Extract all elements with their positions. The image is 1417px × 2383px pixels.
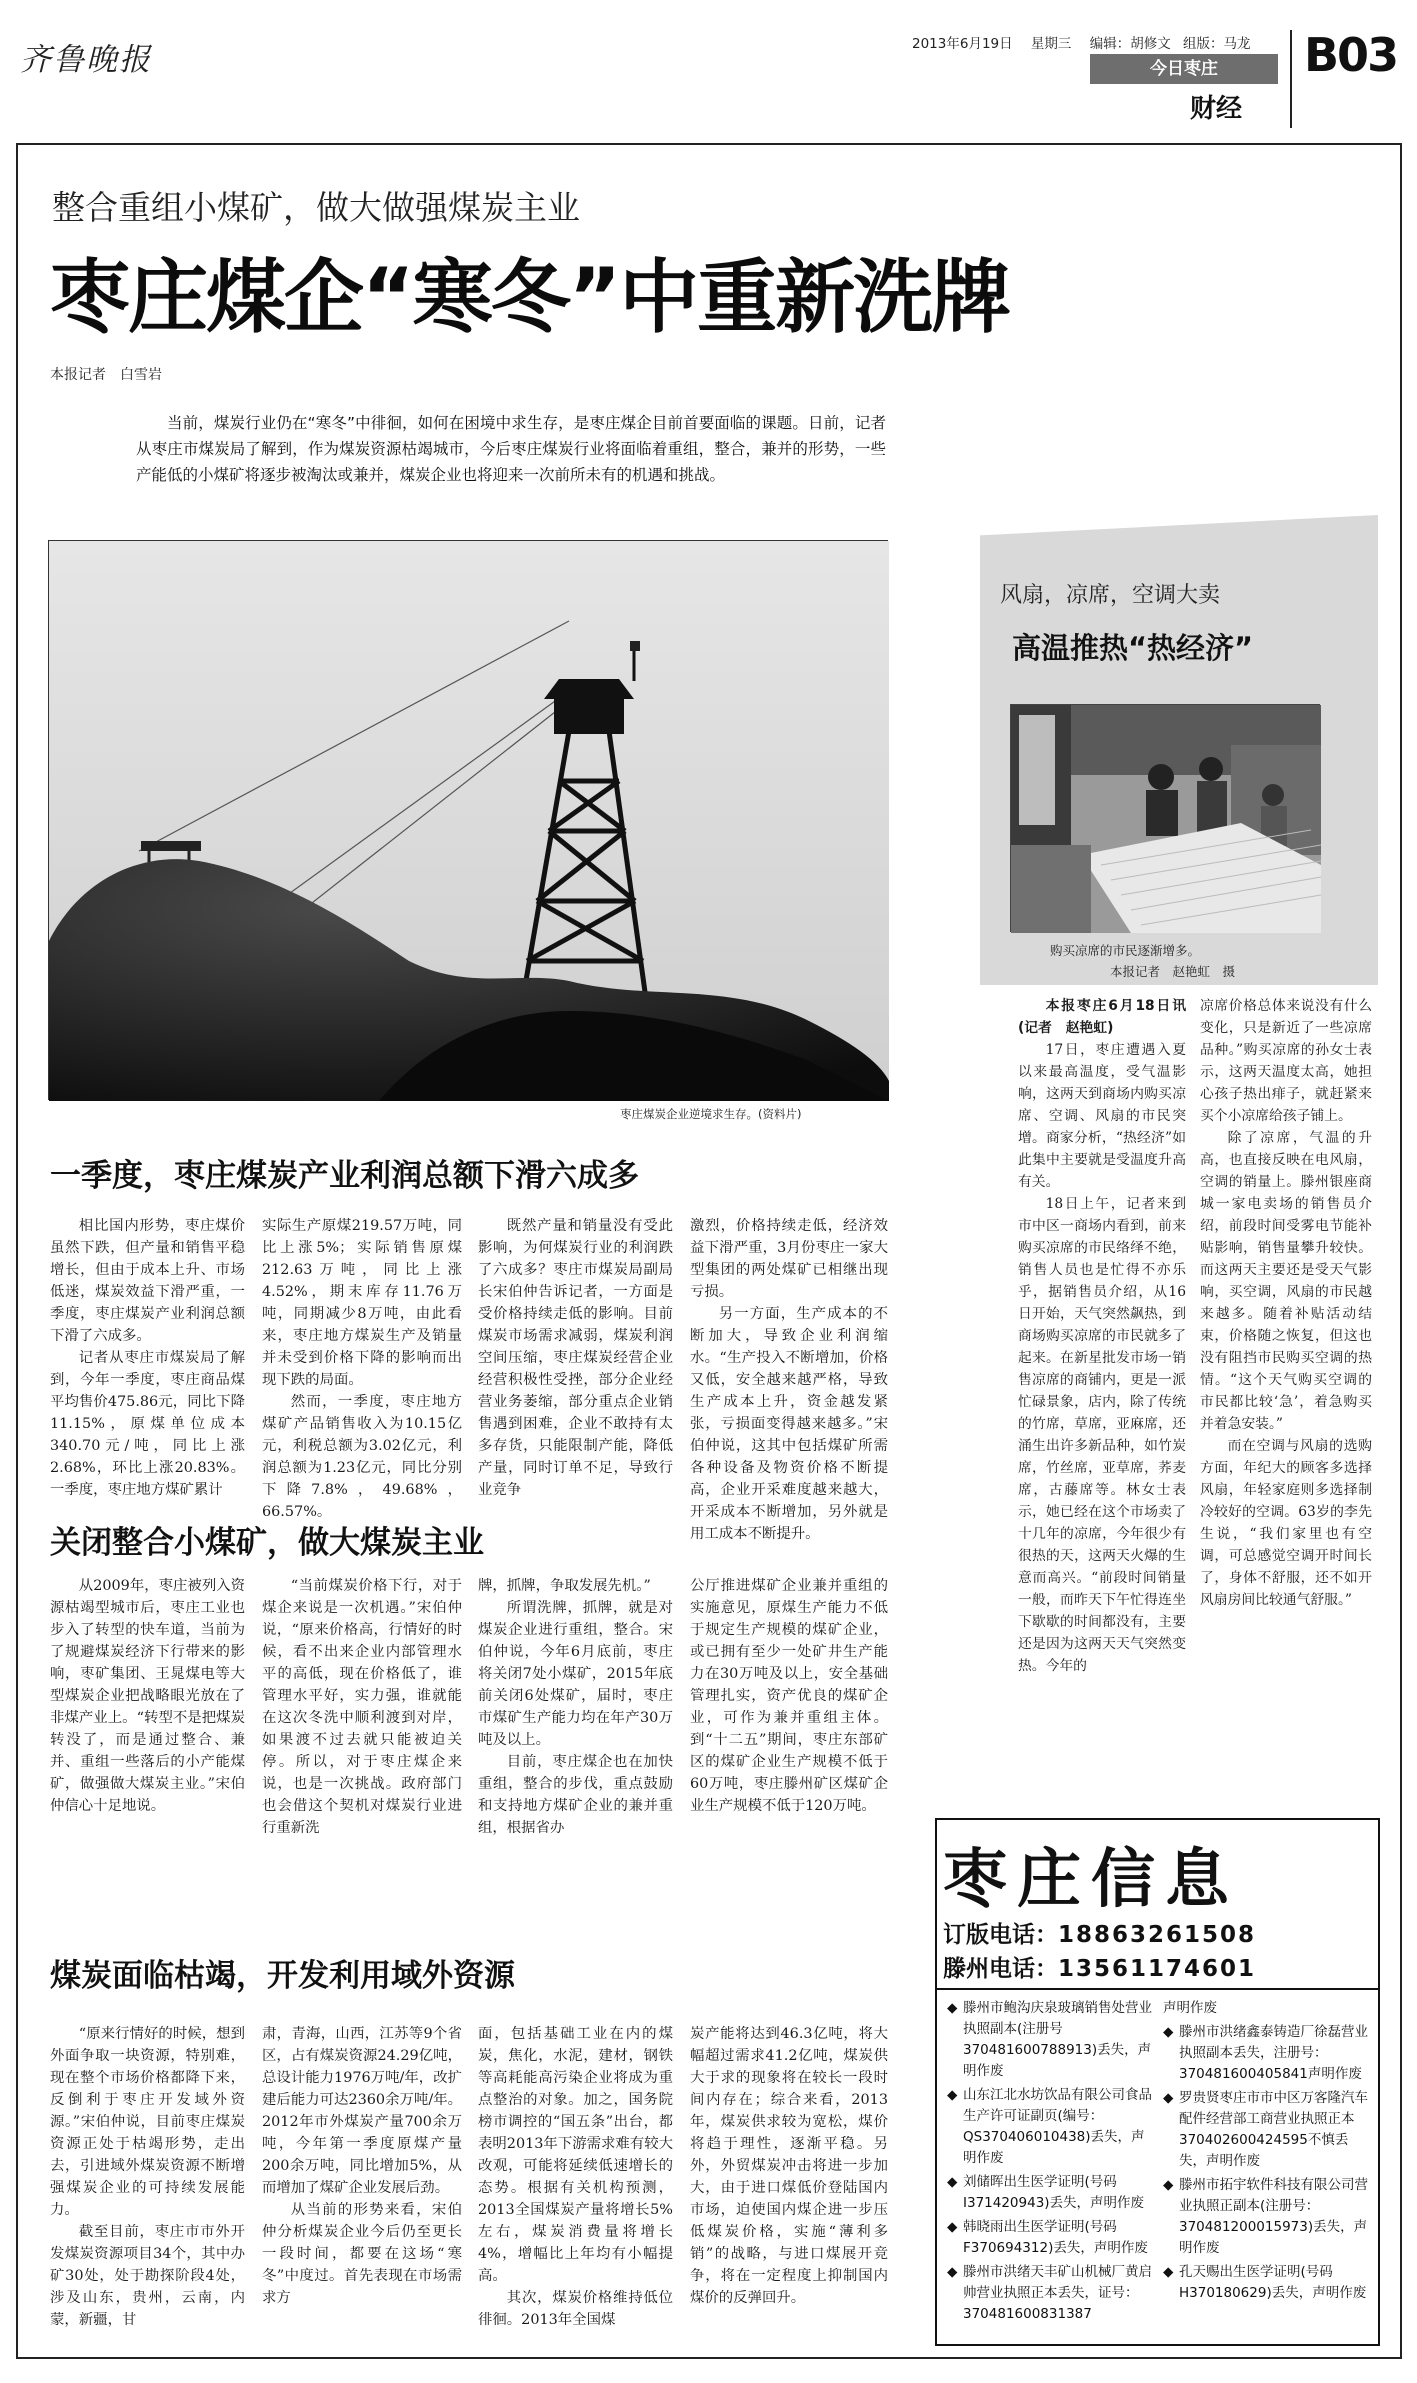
article-paragraph: 其次，煤炭价格维持低位徘徊。2013年全国煤 <box>478 2290 673 2328</box>
editor-credit: 编辑：胡修文 <box>1089 36 1171 52</box>
article-paragraph: 实际生产原煤219.57万吨，同比上涨5%；实际销售原煤212.63万吨，同比上涨4.52%，期末库存11.76万吨，同期减少8万吨，由此看来，枣庄地方煤炭生产及销量并未受到价格下降的影响而出现下跌的局面。 <box>262 1218 462 1388</box>
article-paragraph: 既然产量和销量没有受此影响，为何煤炭行业的利润跌了六成多？枣庄市煤炭局副局长宋伯仲告诉记者，一方面是受价格持续走低的影响。目前煤炭市场需求减弱，煤炭利润空间压缩，枣庄煤炭经营企业经营积极性受挫，部分企业经营业务萎缩，部分重点企业销售遇到困难，企业不敢持有太多存货，只能限制产能，降低产量，同时订单不足，导致行业竞争 <box>478 1218 673 1498</box>
notice-item: 声明作废 <box>1163 2000 1217 2016</box>
article-paragraph: 另一方面，生产成本的不断加大，导致企业利润缩水。“生产投入不断增加，价格又低，安全越来越严格，导致生产成本上升，资金越发紧张，亏损面变得越来越多。”宋伯仲说，这其中包括煤矿所需各种设备及物资价格不断提高，企业开采难度越来越大，开采成本不断增加，另外就是用工成本不断提升。 <box>690 1306 888 1542</box>
mine-headframe-image <box>49 541 889 1101</box>
bullet-icon: ◆ <box>947 2264 958 2280</box>
article-paragraph: 截至目前，枣庄市市外开发煤炭资源项目34个，其中办矿30处，处于勘探阶段4处，涉及山东，贵州，云南，内蒙，新疆，甘 <box>50 2224 245 2328</box>
notice-item: ◆ 滕州市鲍沟庆泉玻璃销售处营业执照副本(注册号370481600788913)丢失，声明作废 <box>947 2000 1152 2079</box>
notice-item: ◆ 刘储晖出生医学证明(号码I371420943)丢失，声明作废 <box>947 2174 1145 2211</box>
sidebar-photo <box>1010 704 1320 932</box>
mine-photo <box>48 540 888 1100</box>
article-paragraph: 公厅推进煤矿企业兼并重组的实施意见，原煤生产能力不低于规定生产规模的煤矿企业，或已拥有至少一处矿井生产能力在30万吨及以上，安全基础管理扎实，资产优良的煤矿企业，可作为兼并重组主体。到“十二五”期间，枣庄东部矿区的煤矿企业生产规模不低于60万吨，枣庄滕州矿区煤矿企业生产规模不低于120万吨。 <box>690 1578 888 1814</box>
article-paragraph: 记者从枣庄市煤炭局了解到，今年一季度，枣庄商品煤平均售价475.86元，同比下降11.15%，原煤单位成本340.70元/吨，同比上涨2.68%，环比上涨20.83%。一季度，枣庄地方煤矿累计 <box>50 1350 245 1498</box>
sidebar-paragraph: 除了凉席，气温的升高，也直接反映在电风扇，空调的销量上。滕州银座商城一家电卖场的销售员介绍，前段时间受雾电节能补贴影响，销售量攀升较快。而这两天主要还是受天气影响，买空调，风扇的市民越来越多。随着补贴活动结束，价格随之恢复，但这也没有阻挡市民购买空调的热情。“这个天气购买空调的市民都比较‘急’，着急购买并着急安装。” <box>1200 1130 1372 1432</box>
page-number: B03 <box>1304 28 1398 82</box>
sidebar-caption-line1: 购买凉席的市民逐渐增多。 <box>1050 943 1201 958</box>
section-tag: 今日枣庄 <box>1090 54 1278 84</box>
bullet-icon: ◆ <box>1163 2177 1174 2193</box>
main-lead <box>136 410 886 488</box>
frame-right <box>1400 143 1402 2359</box>
paper-name-logo: 齐鲁晚报 <box>20 42 152 78</box>
sidebar-column-2 <box>1200 995 1372 1795</box>
bullet-icon: ◆ <box>947 2174 958 2190</box>
frame-left <box>16 143 18 2359</box>
article-paragraph: 牌，抓牌，争取发展先机。” <box>478 1578 651 1594</box>
main-headline: 枣庄煤企“寒冬”中重新洗牌 <box>50 251 1010 344</box>
section3-column-2 <box>262 2023 462 2343</box>
article-paragraph: 激烈，价格持续走低，经济效益下滑严重，3月份枣庄一家大型集团的两处煤矿已相继出现亏损。 <box>690 1218 888 1300</box>
article-paragraph: 目前，枣庄煤企也在加快重组，整合的步伐，重点鼓励和支持地方煤矿企业的兼并重组，根据省办 <box>478 1754 673 1836</box>
section1-column-3 <box>478 1215 673 1498</box>
section2-column-4 <box>690 1575 888 1875</box>
notice-item: ◆ 罗贵贤枣庄市市中区万客隆汽车配件经营部工商营业执照正本370402600424595不慎丢失，声明作废 <box>1163 2090 1368 2169</box>
lead-paragraph: 当前，煤炭行业仍在“寒冬”中徘徊，如何在困境中求生存，是枣庄煤企目前首要面临的课题。日前，记者从枣庄市煤炭局了解到，作为煤炭资源枯竭城市，今后枣庄煤炭行业将面临着重组，整合，兼并的形势，一些产能低的小煤矿将逐步被淘汰或兼并，煤炭企业也将迎来一次前所未有的机遇和挑战。 <box>136 414 886 484</box>
info-title: 枣庄信息 <box>943 1843 1239 1917</box>
section2-column-2 <box>262 1575 462 1875</box>
notice-item: ◆ 韩晓雨出生医学证明(号码F370694312)丢失，声明作废 <box>947 2219 1148 2256</box>
article-paragraph: 然而，一季度，枣庄地方煤矿产品销售收入为10.15亿元，利税总额为3.02亿元，利润总额为1.23亿元，同比分别下降7.8%，49.68%，66.57%。 <box>262 1394 462 1520</box>
sidebar-headline: 高温推热“热经济” <box>1012 631 1254 665</box>
info-phone-row-1 <box>943 1916 1373 1949</box>
article-paragraph: 相比国内形势，枣庄煤价虽然下跌，但产量和销售平稳增长，但由于成本上升、市场低迷，煤炭效益下滑严重，一季度，枣庄煤炭产业利润总额下滑了六成多。 <box>50 1218 245 1344</box>
notices-column-2 <box>1163 1998 1373 2338</box>
bullet-icon: ◆ <box>947 2087 958 2103</box>
section3-column-3 <box>478 2023 673 2343</box>
bullet-icon: ◆ <box>1163 2024 1174 2040</box>
notice-item: ◆ 山东江北水坊饮品有限公司食品生产许可证副页(编号：QS370406010438)丢失，声明作废 <box>947 2087 1152 2166</box>
section1-column-4 <box>690 1215 888 1542</box>
sidebar-paragraph: 17日，枣庄遭遇入夏以来最高温度，受气温影响，这两天到商场内购买凉席、空调、风扇的市民突增。商家分析，“热经济”如此集中主要就是受温度升高有关。 <box>1018 1042 1186 1190</box>
phone2-number: 13561174601 <box>1058 1956 1257 1982</box>
section2-title: 关闭整合小煤矿，做大煤炭主业 <box>50 1525 484 1561</box>
notice-item: ◆ 孔天赐出生医学证明(号码H370180629)丢失，声明作废 <box>1163 2264 1367 2301</box>
section1-column-2 <box>262 1215 462 1520</box>
article-paragraph: “当前煤炭价格下行，对于煤企来说是一次机遇。”宋伯仲说，“原来价格高，行情好的时候，看不出来企业内部管理水平的高低，现在价格低了，谁管理水平好，实力强，谁就能在这次冬洗中顺利渡到对岸，如果渡不过去就只能被迫关停。所以，对于枣庄煤企来说，也是一次挑战。政府部门也会借这个契机对煤炭行业进行重新洗 <box>262 1578 462 1836</box>
masthead-info <box>912 32 1251 52</box>
article-paragraph: 从当前的形势来看，宋伯仲分析煤炭企业今后仍至更长一段时间，都要在这场“寒冬”中度过。首先表现在市场需求方 <box>262 2202 462 2306</box>
section2-column-1 <box>50 1575 245 1875</box>
sidebar-paragraph: 18日上午，记者来到市中区一商场内看到，前来购买凉席的市民络绎不绝，销售人员也是忙得不亦乐乎，据销售员介绍，从16日开始，天气突然飙热，到商场购买凉席的市民就多了起来。在新星批发市场一销售凉席的商铺内，更是一派忙碌景象，店内，除了传统的竹席，草席，亚麻席，还涌生出许多新品种，如竹炭席，竹丝席，亚草席，荞麦席，古藤席等。林女士表示，她已经在这个市场卖了十几年的凉席，今年很少有很热的天，这两天火爆的生意而高兴。“前段时间销量一般，而昨天下午忙得连坐下歇歇的时间都没有，主要还是因为这两天天气突然变热。今年的 <box>1018 1196 1186 1674</box>
main-kicker: 整合重组小煤矿，做大做强煤炭主业 <box>52 188 580 227</box>
sidebar-dateline: 本报枣庄6月18日讯(记者 赵艳虹) <box>1018 998 1186 1036</box>
bullet-icon: ◆ <box>1163 2264 1174 2280</box>
phone1-label: 订版电话： <box>943 1922 1058 1948</box>
bullet-icon: ◆ <box>1163 2090 1174 2106</box>
article-paragraph: 面，包括基础工业在内的煤炭，焦化，水泥，建材，钢铁等高耗能高污染企业将成为重点整治的对象。加之，国务院榜市调控的“国五条”出台，都表明2013年下游需求难有较大改观，可能将延续低速增长的态势。根据有关机构预测，2013全国煤炭产量将增长5%左右，煤炭消费量将增长4%，增幅比上年均有小幅提高。 <box>478 2026 673 2284</box>
info-phone-row-2 <box>943 1950 1373 1983</box>
sidebar-column-1 <box>1018 995 1186 1795</box>
section-name: 财经 <box>1190 94 1243 124</box>
section3-column-1 <box>50 2023 245 2343</box>
layout-credit: 组版：马龙 <box>1183 36 1251 52</box>
section3-column-4 <box>690 2023 888 2343</box>
info-divider <box>937 1988 1378 1990</box>
frame-bottom <box>16 2357 1402 2359</box>
issue-date: 2013年6月19日 <box>912 36 1013 52</box>
article-paragraph: “原来行情好的时候，想到外面争取一块资源，特别难，现在整个市场价格都降下来，反倒利于枣庄开发域外资源。”宋伯仲说，目前枣庄煤炭资源正处于枯竭形势，走出去，引进域外煤炭资源不断增强煤炭企业的可持续发展能力。 <box>50 2026 245 2218</box>
mat-shop-image <box>1011 705 1321 933</box>
issue-weekday: 星期三 <box>1030 36 1072 52</box>
bullet-icon: ◆ <box>947 2000 958 2016</box>
sidebar-photo-caption <box>1010 940 1350 982</box>
phone1-number: 18863261508 <box>1058 1922 1257 1948</box>
masthead-divider <box>1290 30 1292 128</box>
section2-column-3 <box>478 1575 673 1875</box>
phone2-label: 滕州电话： <box>943 1956 1058 1982</box>
sidebar-caption-line2: 本报记者 赵艳虹 摄 <box>1110 964 1236 979</box>
main-byline: 本报记者 白雪岩 <box>50 367 162 383</box>
article-paragraph: 炭产能将达到46.3亿吨，将大幅超过需求41.2亿吨，煤炭供大于求的现象将在较长一段时间内存在；综合来看，2013年，煤炭供求较为宽松，煤价将趋于理性，逐渐平稳。另外，外贸煤炭冲击将进一步加大，由于进口煤低价登陆国内市场，迫使国内煤企进一步压低煤炭价格，实施“薄利多销”的战略，与进口煤展开竞争，将在一定程度上抑制国内煤价的反弹回升。 <box>690 2026 888 2306</box>
article-paragraph: 所谓洗牌，抓牌，就是对煤炭企业进行重组，整合。宋伯仲说，今年6月底前，枣庄将关闭7处小煤矿，2015年底前关闭6处煤矿，届时，枣庄市煤矿生产能力均在年产30万吨及以上。 <box>478 1600 673 1748</box>
main-photo-caption: 枣庄煤炭企业逆境求生存。(资料片) <box>620 1107 802 1121</box>
notice-item: ◆ 滕州市洪绪鑫泰铸造厂徐磊营业执照副本丢失，注册号：370481600405841声明作废 <box>1163 2024 1368 2082</box>
notice-item: ◆ 滕州市洪绪天丰矿山机械厂黄启帅营业执照正本丢失，证号：370481600831387 <box>947 2264 1152 2322</box>
sidebar-paragraph: 而在空调与风扇的选购方面，年纪大的顾客多选择风扇，年轻家庭则多选择制冷较好的空调。63岁的李先生说，“我们家里也有空调，可总感觉空调开时间长了，身体不舒服，还不如开风扇房间比较通气舒服。” <box>1200 1438 1372 1608</box>
notice-item: ◆ 滕州市拓宇软件科技有限公司营业执照正副本(注册号：370481200015973)丢失，声明作废 <box>1163 2177 1368 2256</box>
section1-column-1 <box>50 1215 245 1498</box>
masthead <box>0 0 1417 140</box>
sidebar-kicker: 风扇，凉席，空调大卖 <box>1000 583 1221 608</box>
article-paragraph: 从2009年，枣庄被列入资源枯竭型城市后，枣庄工业也步入了转型的快车道，当前为了规避煤炭经济下行带来的影响，枣矿集团、王晁煤电等大型煤炭企业把战略眼光放在了非煤产业上。“转型不是把煤炭转没了，而是通过整合、兼并、重组一些落后的小产能煤矿，做强做大煤炭主业。”宋伯仲信心十足地说。 <box>50 1578 245 1814</box>
bullet-icon: ◆ <box>947 2219 958 2235</box>
article-paragraph: 肃，青海，山西，江苏等9个省区，占有煤炭资源24.29亿吨，总设计能力1976万吨/年，改扩建后能力可达2360余万吨/年。2012年市外煤炭产量700余万吨，今年第一季度原煤产量200余万吨，同比增加5%，从而增加了煤矿企业发展后劲。 <box>262 2026 462 2196</box>
info-box <box>935 1818 1380 2346</box>
section3-title: 煤炭面临枯竭，开发利用域外资源 <box>50 1958 515 1994</box>
frame-top <box>16 143 1402 145</box>
section1-title: 一季度，枣庄煤炭产业利润总额下滑六成多 <box>50 1158 639 1194</box>
sidebar-paragraph: 凉席价格总体来说没有什么变化，只是新近了一些凉席品种。”购买凉席的孙女士表示，这两天温度太高，她担心孩子热出痱子，就赶紧来买个小凉席给孩子铺上。 <box>1200 998 1372 1124</box>
notices-column-1 <box>947 1998 1157 2338</box>
